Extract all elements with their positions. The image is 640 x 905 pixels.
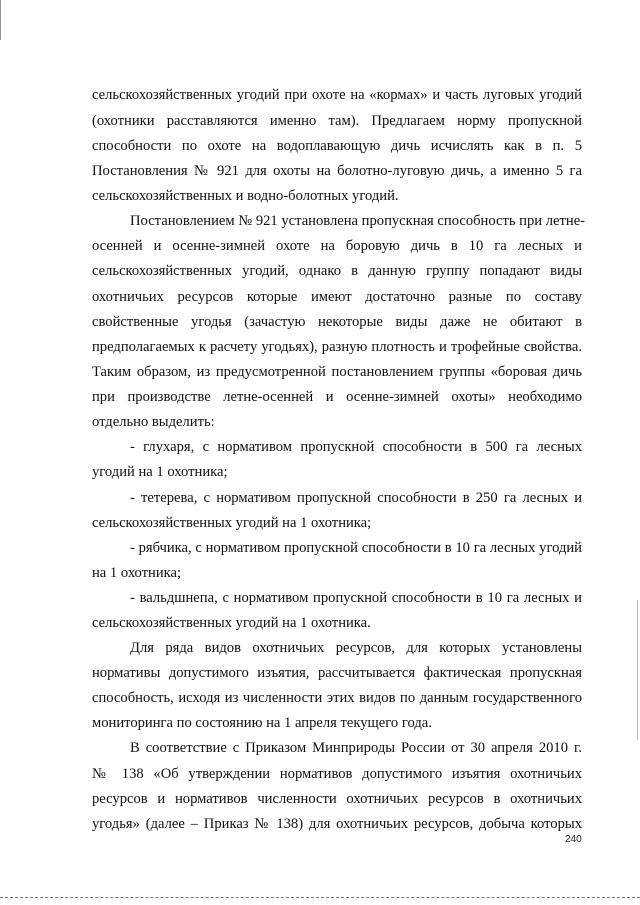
page-number: 240 <box>565 834 582 845</box>
text-line: угодья» (далее – Приказ № 138) для охотничьих ресурсов, добыча которых <box>92 816 582 832</box>
text-line: угодий на 1 охотника; <box>92 464 228 480</box>
scan-edge-right <box>637 600 638 740</box>
text-line: сельскохозяйственных угодий при охоте на «кормах» и часть луговых угодий <box>92 87 582 103</box>
text-line: В соответствие с Приказом Минприроды России от 30 апреля 2010 г. <box>130 740 582 756</box>
text-line: Постановления № 921 для охоты на болотно-луговую дичь, а именно 5 га <box>92 163 582 179</box>
list-item-line: - вальдшнепа, с нормативом пропускной способности в 10 га лесных и <box>130 590 582 606</box>
text-line: сельскохозяйственных угодий, однако в данную группу попадают виды <box>92 263 582 279</box>
text-line: нормативы допустимого изъятия, рассчитывается фактическая пропускная <box>92 665 582 681</box>
list-item-line: - глухаря, с нормативом пропускной способности в 500 га лесных <box>130 439 582 455</box>
text-line: (охотники расставляются именно там). Предлагаем норму пропускной <box>92 113 582 129</box>
scan-bottom-rule <box>0 897 640 898</box>
text-line: предполагаемых к расчету угодьях), разную плотность и трофейные свойства. <box>92 339 582 355</box>
list-item-line: - рябчика, с нормативом пропускной способности в 10 га лесных угодий <box>130 540 582 556</box>
text-line: при производстве летне-осенней и осенне-зимней охоты» необходимо <box>92 389 582 405</box>
scan-edge-left <box>0 0 1 40</box>
text-line: отдельно выделить: <box>92 414 215 430</box>
text-line: Для ряда видов охотничьих ресурсов, для которых установлены <box>130 640 582 656</box>
text-line: на 1 охотника; <box>92 565 182 581</box>
text-line: ресурсов и нормативов численности охотничьих ресурсов в охотничьих <box>92 791 582 807</box>
text-line: способность, исходя из численности этих видов по данным государственного <box>92 690 582 706</box>
text-line: мониторинга по состоянию на 1 апреля текущего года. <box>92 715 432 731</box>
text-line: способности по охоте на водоплавающую дичь исчислять как в п. 5 <box>92 138 582 154</box>
text-line: осенней и осенне-зимней охоте на боровую дичь в 10 га лесных и <box>92 238 582 254</box>
text-line: сельскохозяйственных угодий на 1 охотника; <box>92 515 372 531</box>
text-line: сельскохозяйственных и водно-болотных угодий. <box>92 188 399 204</box>
text-line: Постановлением № 921 установлена пропускная способность при летне- <box>130 213 586 229</box>
text-line: охотничьих ресурсов которые имеют достаточно разные по составу <box>92 289 582 305</box>
text-line: сельскохозяйственных угодий на 1 охотника. <box>92 615 371 631</box>
text-line: свойственные угодья (зачастую некоторые виды даже не обитают в <box>92 314 582 330</box>
list-item-line: - тетерева, с нормативом пропускной способности в 250 га лесных и <box>130 490 582 506</box>
text-line: Таким образом, из предусмотренной постановлением группы «боровая дичь <box>92 364 582 380</box>
text-line: № 138 «Об утверждении нормативов допустимого изъятия охотничьих <box>92 766 582 782</box>
